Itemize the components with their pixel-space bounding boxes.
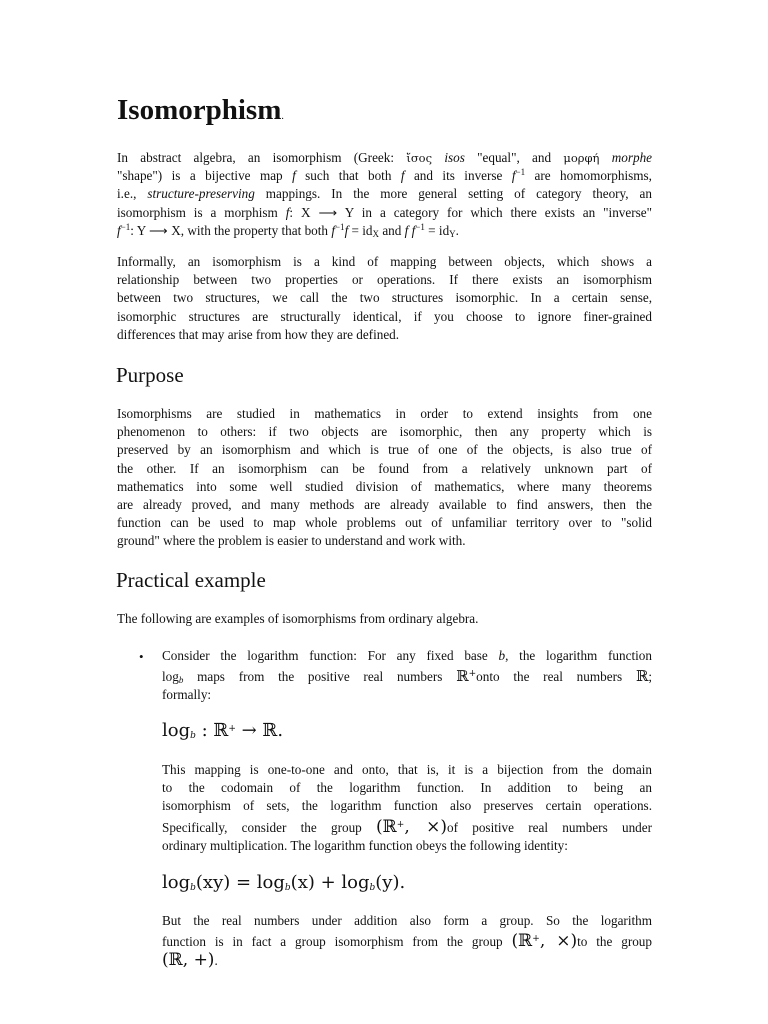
purpose-paragraph [117,405,652,551]
practical-heading: Practical example [116,568,266,592]
informal-line: isomorphic structures are structurally identical, if you choose to ignore finer-grained [117,308,652,324]
example-p3-line-2: function is in fact a group isomorphism from the group (ℝ+, ×)to the group [162,931,652,952]
example-paragraph-3 [162,912,652,971]
practical-intro [117,610,652,628]
purpose-line: ground" where the problem is easier to understand and work with. [117,533,466,549]
purpose-line: preserved by an isomorphism and which is true of one of the objects, is also true of [117,442,652,458]
example-line-2: $\log_b$ maps from the positive real numbers ℝ+onto the real numbers ℝ; [162,667,652,686]
intro-line-4: isomorphism is a morphism f: X ⟶ Y in a category for which there exists an "inverse" [117,204,652,220]
example-paragraph-2 [162,761,652,855]
informal-line: differences that may arise from how they are defined. [117,326,400,342]
intro-line-5: $f^{-1}$: Y ⟶ X, with the property that both $f^{-1}f = id_X$ and f $f^{-1} = id_Y$. [117,221,459,239]
purpose-line: are already proved, and many methods are already available to find answers, then the [117,497,652,513]
purpose-line: mathematics into some well studied division of mathematics, where many theorems [117,478,652,494]
example-p2-line: to the codomain of the logarithm function. In addition to being an [162,780,652,796]
purpose-line: function can be used to map whole problems out of unfamiliar territory over to "solid [117,515,652,531]
equation-log-identity: $\log_b(xy) = \log_b(x) + \log_b(y)$. [162,872,406,893]
example-p3-line-3: (ℝ, +). [162,950,218,971]
purpose-line: the other. If an isomorphism can be found from a relatively unknown part of [117,460,652,476]
example-p2-line: isomorphism of sets, the logarithm function also preserves certain operations. [162,798,652,814]
intro-line-3: i.e., structure-preserving mappings. In the more general setting of category theory, an [117,186,652,202]
intro-line-1: In abstract algebra, an isomorphism (Greek: ἴσος isos "equal", and μορφή morphe [117,150,653,165]
intro-line-2: "shape") is a bijective map f such that both f and its inverse $f^{-1}$ are homomorphisms, [117,167,652,184]
intro-paragraph [117,149,652,240]
example-line-1: Consider the logarithm function: For any fixed base b, the logarithm function [162,648,652,663]
example-paragraph-1 [162,647,652,705]
example-p3-line-1: But the real numbers under addition also form a group. So the logarithm [162,913,652,928]
practical-intro-text: The following are examples of isomorphisms from ordinary algebra. [117,611,479,626]
example-p2-line-5: ordinary multiplication. The logarithm function obeys the following identity: [162,837,568,853]
example-line-3: formally: [162,687,212,703]
example-p2-line: This mapping is one-to-one and onto, that is, it is a bijection from the domain [162,762,652,777]
informal-line: Informally, an isomorphism is a kind of mapping between objects, which shows a [117,254,652,269]
equation-log-map: $\log_b$ : ℝ+ → ℝ. [162,720,284,741]
purpose-heading: Purpose [116,363,184,387]
informal-line: relationship between two properties or operations. If there exists an isomorphism [117,272,652,288]
example-p2-line-4: Specifically, consider the group (ℝ+, ×)of positive real numbers under [162,816,652,837]
bullet-marker: • [139,649,144,664]
purpose-line: Isomorphisms are studied in mathematics in order to extend insights from one [117,406,652,421]
page-title: Isomorphism. [117,94,284,126]
informal-paragraph [117,253,652,344]
purpose-line: phenomenon to others: if two objects are isomorphic, then any property which is [117,424,652,440]
informal-line: between two structures, we call the two structures isomorphic. In a certain sense, [117,290,652,306]
